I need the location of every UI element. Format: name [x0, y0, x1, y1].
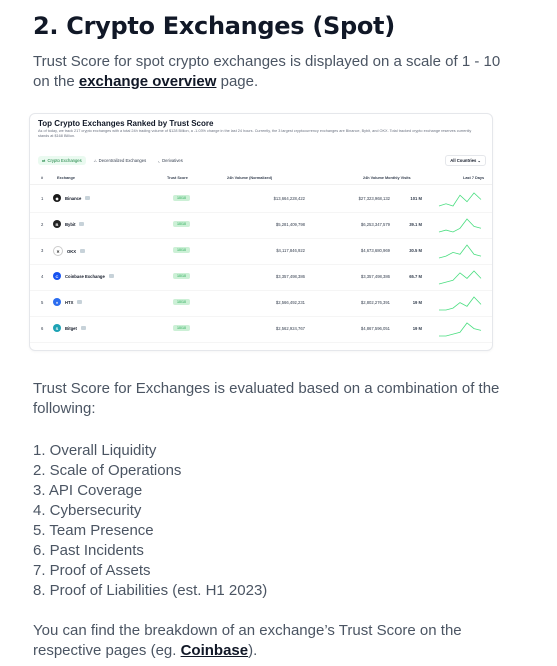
- sparkline-line: [439, 323, 481, 336]
- monthly-visits-cell: 39.1 M: [409, 222, 422, 227]
- col-volume[interactable]: 24h Volume: [363, 176, 385, 180]
- col-volume-normalized[interactable]: 24h Volume (Normalized): [227, 176, 273, 180]
- trust-score-badge: 10/10: [173, 247, 190, 253]
- table-row[interactable]: [30, 290, 492, 317]
- table-header: [30, 174, 492, 185]
- tab-derivatives[interactable]: [154, 156, 187, 165]
- trust-score-badge: 10/10: [173, 195, 190, 201]
- criteria-list: [33, 441, 267, 601]
- intro-text-before: Trust Score for spot crypto exchanges is displayed on a scale of 1 - 10 on the: [33, 53, 501, 90]
- intro-text-after: page.: [216, 73, 259, 90]
- exchange-name: Bitget: [65, 325, 77, 331]
- sparkline-chart: [437, 268, 483, 286]
- col-monthly-visits[interactable]: Monthly Visits: [385, 176, 411, 180]
- sparkline-line: [439, 193, 481, 206]
- intro-paragraph: [33, 52, 503, 92]
- card-title: Top Crypto Exchanges Ranked by Trust Score: [38, 119, 214, 128]
- criteria-item: 1. Overall Liquidity: [33, 442, 157, 459]
- sparkline-chart: [437, 294, 483, 312]
- exchange-logo-icon: ♦: [53, 298, 61, 306]
- verified-badge-icon: [85, 196, 90, 200]
- volume-cell: $4,867,596,051: [360, 326, 390, 331]
- criteria-item: 7. Proof of Assets: [33, 562, 151, 579]
- monthly-visits-cell: 65.7 M: [409, 274, 422, 279]
- tab-label: Crypto Exchanges: [47, 157, 82, 163]
- volume-cell: $4,673,680,969: [360, 248, 390, 253]
- country-filter-button[interactable]: [445, 155, 486, 166]
- exchange-name: OKX: [67, 248, 77, 254]
- criteria-item: 4. Cybersecurity: [33, 502, 142, 519]
- sparkline-line: [439, 219, 481, 232]
- rank-cell: 1: [41, 196, 44, 201]
- col-last-7-days: Last 7 Days: [463, 176, 485, 180]
- exchange-cell[interactable]: [53, 298, 82, 306]
- volume-normalized-cell: $4,117,846,922: [276, 248, 305, 253]
- tab-label: Derivatives: [162, 157, 183, 163]
- chevron-down-icon: ⌄: [477, 158, 481, 163]
- exchange-logo-icon: C: [53, 272, 61, 280]
- volume-normalized-cell: $5,281,409,798: [275, 222, 305, 227]
- table-row[interactable]: [30, 186, 492, 213]
- volume-normalized-cell: $13,664,228,422: [273, 196, 305, 201]
- volume-cell: $3,357,498,386: [360, 274, 390, 279]
- monthly-visits-cell: 19 M: [412, 300, 422, 305]
- verified-badge-icon: [79, 222, 84, 226]
- exchange-type-tabs: [38, 155, 187, 165]
- sparkline-chart: [437, 242, 483, 260]
- rank-cell: 5: [41, 300, 44, 305]
- coinbase-link[interactable]: Coinbase: [180, 642, 249, 659]
- verified-badge-icon: [81, 326, 86, 330]
- monthly-visits-cell: 30.5 M: [409, 248, 422, 253]
- sparkline-chart: [437, 190, 483, 208]
- exchange-name: Coinbase Exchange: [65, 273, 105, 279]
- table-row[interactable]: [30, 238, 492, 265]
- criteria-item: 8. Proof of Liabilities (est. H1 2023): [33, 582, 268, 599]
- dex-icon: ⛬: [93, 157, 97, 163]
- exchange-logo-icon: ✕: [53, 246, 63, 256]
- rank-cell: 3: [41, 248, 44, 253]
- sparkline-line: [439, 271, 481, 284]
- sparkline-chart: [437, 320, 483, 338]
- criteria-item: 3. API Coverage: [33, 482, 143, 499]
- rank-cell: 4: [41, 274, 44, 279]
- volume-cell: $6,253,347,579: [360, 222, 390, 227]
- criteria-item: 2. Scale of Operations: [33, 462, 182, 479]
- tab-label: Decentralized Exchanges: [98, 157, 147, 163]
- table-row[interactable]: [30, 212, 492, 239]
- monthly-visits-cell: 101 M: [410, 196, 422, 201]
- section-heading: 2. Crypto Exchanges (Spot): [33, 12, 395, 40]
- verified-badge-icon: [109, 274, 114, 278]
- exchange-cell[interactable]: [53, 324, 86, 332]
- exchange-logo-icon: S: [53, 324, 61, 332]
- table-row[interactable]: [30, 264, 492, 291]
- trust-score-badge: 10/10: [173, 325, 190, 331]
- trust-score-badge: 10/10: [173, 273, 190, 279]
- exchange-cell[interactable]: [53, 220, 84, 228]
- exchange-name: HTX: [65, 299, 74, 305]
- col-rank[interactable]: #: [41, 176, 44, 180]
- exchange-name: Bybit: [65, 221, 76, 227]
- exchange-logo-icon: B: [53, 220, 61, 228]
- trust-score-badge: 10/10: [173, 299, 190, 305]
- col-exchange[interactable]: Exchange: [57, 176, 75, 180]
- col-trust-score[interactable]: Trust Score: [167, 176, 188, 180]
- tab-decentralized-exchanges[interactable]: [90, 156, 150, 165]
- criteria-item: 5. Team Presence: [33, 522, 154, 539]
- volume-normalized-cell: $2,562,924,767: [275, 326, 305, 331]
- country-filter-label: All Countries: [450, 158, 477, 163]
- volume-cell: $27,323,968,132: [358, 196, 390, 201]
- volume-cell: $2,802,276,391: [360, 300, 390, 305]
- rank-cell: 2: [41, 222, 44, 227]
- card-description: As of today, we track 217 crypto exchanges with a total 24h trading volume of $128 Billion, a -1.03% change in the last 24 hours. Currently, the 3 largest cryptocurrency exchanges are Binance, Bybit, and OKX. Total tracked crypto exchange reserves currently stands at $168 Billion.: [38, 129, 472, 138]
- sparkline-line: [439, 245, 481, 258]
- criteria-item: 6. Past Incidents: [33, 542, 144, 559]
- outro-text-after: ).: [248, 642, 258, 659]
- tab-crypto-exchanges[interactable]: [38, 156, 86, 165]
- exchange-overview-link[interactable]: exchange overview: [78, 73, 217, 90]
- exchange-name: Binance: [65, 195, 82, 201]
- verified-badge-icon: [77, 300, 82, 304]
- outro-text-before: You can find the breakdown of an exchange’s Trust Score on the respective pages (eg.: [33, 622, 462, 659]
- exchange-cell[interactable]: [53, 246, 85, 256]
- monthly-visits-cell: 19 M: [412, 326, 422, 331]
- volume-normalized-cell: $2,566,492,231: [275, 300, 305, 305]
- exchange-logo-icon: ◆: [53, 194, 61, 202]
- verified-badge-icon: [80, 249, 85, 253]
- criteria-intro: Trust Score for Exchanges is evaluated based on a combination of the following:: [33, 380, 500, 417]
- outro-paragraph: [33, 621, 503, 661]
- trust-score-badge: 10/10: [173, 221, 190, 227]
- exchange-ranking-screenshot: [29, 113, 493, 351]
- sparkline-chart: [437, 216, 483, 234]
- volume-normalized-cell: $3,357,498,386: [275, 274, 305, 279]
- sparkline-line: [439, 297, 481, 310]
- rank-cell: 6: [41, 326, 44, 331]
- chart-icon: ⌞: [158, 157, 161, 163]
- exchange-cell[interactable]: [53, 194, 90, 202]
- exchange-cell[interactable]: [53, 272, 114, 280]
- exchange-icon: ⇄: [42, 157, 46, 163]
- table-row[interactable]: [30, 316, 492, 343]
